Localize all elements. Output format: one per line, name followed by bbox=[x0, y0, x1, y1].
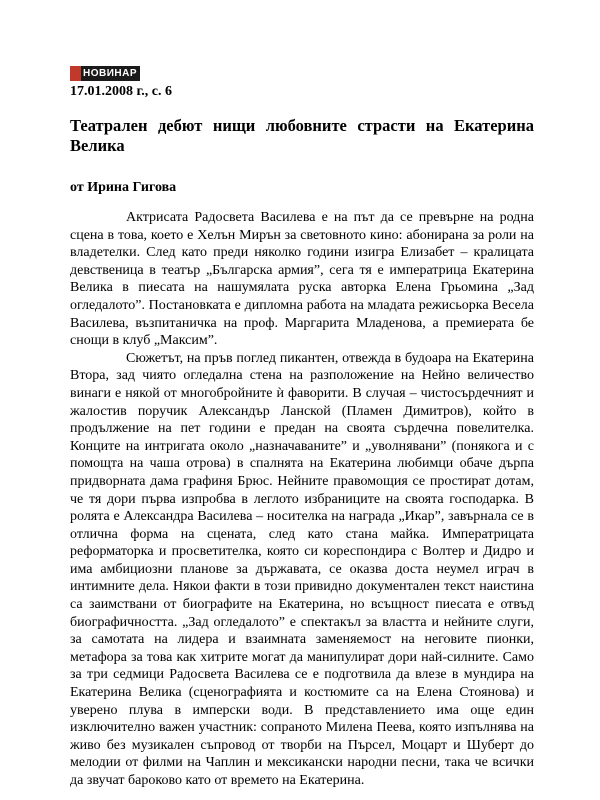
article-headline: Театрален дебют нищи любовните страсти на Екатерина Велика bbox=[70, 116, 534, 155]
newspaper-logo bbox=[70, 66, 140, 81]
logo-text: НОВИНАР bbox=[83, 68, 138, 79]
logo-mark-icon bbox=[70, 66, 81, 81]
article-body bbox=[70, 209, 534, 790]
dateline: 17.01.2008 г., с. 6 bbox=[70, 84, 172, 99]
article-paragraph: Актрисата Радосвета Василева е на път да се превърне на родна сцена в това, което е Хелън Мирън за световното кино: абонирана за роли на владетелки. След като преди няколко години изигра Елизабет – кралицата девственица в театър „Българска армия”, сега тя е императрица Екатерина Велика в пиесата на нашумялата руска авторка Елена Грьомина „Зад огледалото”. Постановката е дипломна работа на младата режисьорка Весела Василева, възпитаничка на проф. Маргарита Младенова, а премиерата бе снощи в клуб „Максим”. bbox=[70, 210, 534, 349]
article-byline: от Ирина Гигова bbox=[70, 180, 177, 195]
article-paragraph: Сюжетът, на пръв поглед пикантен, отвежда в будоара на Екатерина Втора, зад чиято огледална стена на разположение на Нейно величество винаги е някой от многобройните ѝ фаворити. В случая – чистосърдечният и жалостив поручик Александър Ланской (Пламен Димитров), който в продължение на пет години е предан на своята сърдечна повелителка. Конците на интригата около „назначаваните” и „уволнявани” (понякога и с помощта на чаша отрова) в спалнята на Екатерина любимци обаче дърпа придворната дама графиня Брюс. Нейните правомощия се простират дотам, че тя дори първа изпробва в леглото избраниците на своята господарка. В ролята е Александра Василева – носителка на награда „Икар”, завърнала се в отлична форма на сцената, след като стана майка. Императрицата реформаторка и просветителка, която си кореспондира с Волтер и Дидро и има амбициозни планове за държавата, се оказва доста неумел играч в интимните дела. Някои факти в този привидно документален текст наистина са заимствани от биографите на Екатерина, но всъщност пиесата е отвъд биографичността. „Зад огледалото” е спектакъл за властта и нейните слуги, за самотата на лидера и взаимната заменяемост на неговите пионки, метафора за това как хитрите могат да манипулират дори най-силните. Само за три седмици Радосвета Василева се е подготвила да влезе в мундира на Екатерина Велика (сценографията и костюмите са на Елена Стоянова) и уверено плува в имперски води. В представлението има още един изключително важен участник: сопраното Милена Пеева, която изпълнява на живо без музикален съпровод от творби на Пърсел, Моцарт и Шуберт до мелодии от филми на Чаплин и мексикански народни песни, така че всички да звучат бароково като от времето на Екатерина. bbox=[70, 350, 534, 788]
